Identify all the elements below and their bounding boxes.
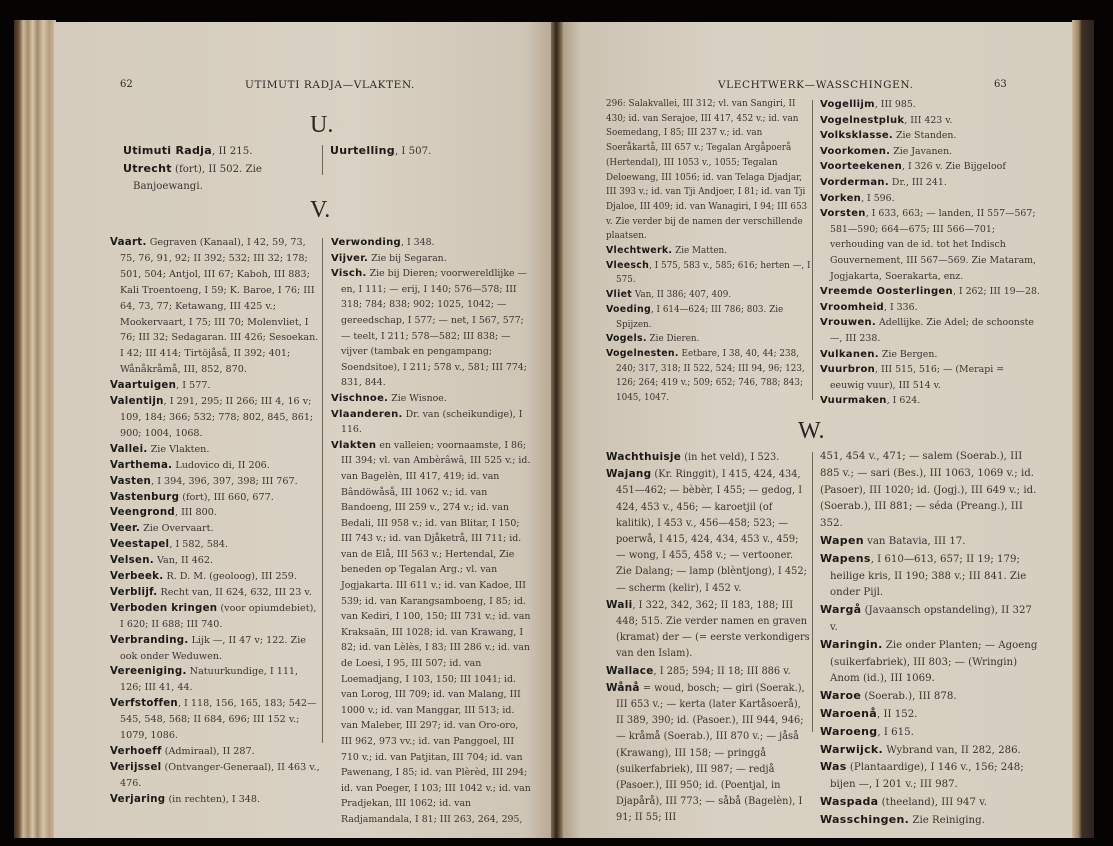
index-references: (in rechten), I 348.	[165, 793, 261, 805]
index-column-w-1	[606, 449, 811, 827]
index-headword: Vogellijm	[820, 99, 875, 110]
column-rule	[322, 238, 323, 743]
index-entry	[820, 742, 1040, 760]
index-entry	[606, 259, 811, 288]
index-references: (in het veld), I 523.	[681, 452, 780, 463]
index-entry	[820, 759, 1040, 794]
index-column-v-1	[110, 235, 321, 808]
index-references: (Admiraal), II 287.	[161, 746, 255, 757]
index-entry	[110, 442, 321, 458]
index-references: , I 577.	[176, 380, 211, 392]
index-entry	[110, 235, 321, 378]
index-headword: Voeding	[606, 303, 651, 315]
index-headword: Wargå	[820, 603, 862, 617]
index-entry	[606, 303, 811, 332]
index-entry	[123, 161, 323, 196]
index-entry	[820, 113, 1040, 129]
page-number-right: 63	[994, 79, 1007, 90]
index-references: (theeland), III 947 v.	[878, 796, 987, 808]
index-headword: Vuurbron	[820, 364, 876, 376]
index-references: 296: Salakvallei, III 312; vl. van Sangiri, II 430; id. van Serajoe, III 417, 452 v.; id. van Soemedang, I 85; III 237 v.; id. van Soeråkartå, III 657 v.; Tegalan Argåpoerå (Hertendal), III 1053 v., 1055; Tegalan Deloewang, III 1056; id. van Telaga Djadjar, III 393 v.; id. van Tji Andjoer, I 81; id. van Tji Djaloe, III 409; id. van Wanagiri, I 94; III 653 v. Zie verder bij de namen der verschillende plaatsen.	[606, 99, 808, 242]
index-entry	[820, 191, 1040, 207]
index-entry	[606, 347, 811, 406]
index-headword: Verbranding.	[110, 634, 189, 646]
index-references: , III 800.	[174, 507, 217, 519]
index-references: , I 326 v. Zie Bijgeloof	[902, 161, 1006, 173]
index-headword: Vischnoe.	[331, 392, 389, 404]
index-references: (fort), II 502. Zie Banjoewangi.	[133, 163, 262, 192]
index-headword: Vleesch	[606, 259, 650, 271]
index-entry	[820, 533, 1040, 551]
index-column-u-1	[123, 143, 323, 195]
index-headword: Vaart.	[110, 237, 147, 248]
index-entry	[331, 391, 531, 407]
index-headword: Vastenburg	[110, 491, 180, 503]
index-entry	[110, 490, 321, 506]
section-letter-u: U.	[310, 112, 334, 138]
index-headword: Utrecht	[123, 161, 172, 175]
index-entry	[110, 553, 321, 569]
index-entry	[820, 97, 1040, 113]
index-references: Zie Standen.	[893, 130, 957, 142]
index-headword: Verfstoffen	[110, 698, 178, 710]
index-headword: Veengrond	[110, 507, 175, 519]
index-headword: Wali	[606, 598, 633, 611]
index-references: Lijk —, II 47 v; 122. Zie ook onder Weduwen.	[120, 634, 306, 662]
index-entry	[331, 438, 531, 828]
index-headword: Verwonding	[331, 237, 401, 248]
index-references: = woud, bosch; — giri (Soerak.), III 653 v.; — kerta (later Kartåsoerå), II 389, 390; id. (Pasoer.), III 944, 946; — kråmå (Soerab.), III 870 v.; — jåså (Krawang), III 158; — pringgå (suikerfabriek), III 987; — redjå (Pasoer.), III 950; id. (Poentjal, in Djapårå), III 773; — såbå (Bagelèn), I 91; II 55; III	[616, 682, 805, 824]
index-headword: Visch.	[331, 268, 367, 280]
index-headword: Vorsten	[820, 208, 866, 220]
index-references: , I 262; III 19—28.	[952, 286, 1040, 298]
index-headword: Waroenå	[820, 706, 877, 720]
index-headword: Verboden kringen	[110, 602, 218, 614]
index-headword: Veer.	[110, 523, 141, 535]
index-headword: Wallace	[606, 664, 654, 677]
index-references: Recht van, II 624, 632, III 23 v.	[157, 586, 312, 598]
index-entry	[110, 378, 321, 394]
index-entry	[606, 466, 811, 597]
index-headword: Vreemde Oosterlingen	[820, 286, 953, 298]
index-headword: Verblijf.	[110, 586, 158, 598]
index-headword: Varthema.	[110, 459, 173, 471]
index-entry	[110, 569, 321, 585]
index-headword: Verjaring	[110, 793, 166, 805]
index-column-w-2	[820, 449, 1040, 830]
index-references: Zie Vlakten.	[147, 443, 210, 455]
index-references: Zie Wisnoe.	[388, 392, 447, 404]
index-references: , I 610—613, 657; II 19; 179; heilige kris, II 190; 388 v.; III 841. Zie onder Pijl.	[830, 553, 1027, 599]
index-headword: Wapen	[820, 533, 864, 547]
index-headword: Vorderman.	[820, 176, 889, 188]
index-references: Dr. van (scheikundige), I 116.	[341, 408, 523, 436]
column-rule	[812, 100, 813, 400]
index-references: Natuurkundige, I 111, 126; III 41, 44.	[120, 666, 299, 694]
index-headword: Veestapel	[110, 539, 170, 551]
index-references: , I 596.	[861, 192, 895, 204]
index-headword: Vorken	[820, 192, 862, 204]
index-headword: Vogelnesten.	[606, 347, 679, 359]
column-rule	[812, 452, 813, 732]
index-references: , I 394, 396, 397, 398; III 767.	[151, 475, 298, 487]
index-entry	[606, 663, 811, 680]
index-entry	[331, 266, 531, 391]
index-references: , I 348.	[401, 237, 435, 248]
index-references: Wybrand van, II 282, 286.	[883, 744, 1021, 756]
index-references: , II 152.	[876, 708, 918, 720]
index-headword: Wånå	[606, 681, 640, 694]
index-entry	[820, 602, 1040, 637]
index-references: (Kr. Ringgit), I 415, 424, 434, 451—462; — bèbèr, I 455; — gedog, I 424, 453 v., 456; — karoetjil (of kalitik), I 453 v., 456—458; 523; — poerwå, I 415, 424, 434, 453 v., 459; — wong, I 455, 458 v.; — vertooner. Zie Dalang; — lamp (blèntjong), I 452; — scherm (kelir), I 452 v.	[616, 469, 807, 594]
index-references: R. D. M. (geoloog), III 259.	[163, 571, 297, 583]
section-letter-v: V.	[310, 197, 331, 223]
index-entry	[820, 812, 1040, 830]
index-entry	[110, 474, 321, 490]
index-entry	[110, 760, 321, 792]
index-references: (Plantaardige), I 146 v., 156; 248; bijen —, I 201 v.; III 987.	[830, 762, 1024, 791]
index-entry	[820, 206, 1040, 284]
index-headword: Vijver.	[331, 252, 369, 264]
index-headword: Vuurmaken	[820, 395, 887, 407]
index-entry	[606, 97, 811, 244]
index-entry	[110, 633, 321, 665]
index-headword: Vaartuigen	[110, 380, 177, 392]
index-headword: Verijssel	[110, 761, 162, 773]
index-entry	[606, 449, 811, 466]
index-headword: Vogels.	[606, 333, 647, 345]
index-entry	[606, 597, 811, 663]
index-headword: Waringin.	[820, 637, 883, 651]
running-head-left: UTIMUTI RADJA—VLAKTEN.	[245, 79, 415, 91]
index-entry	[110, 744, 321, 760]
section-letter-w: W.	[798, 418, 825, 444]
index-references: (fort), III 660, 677.	[179, 491, 274, 503]
index-entry	[110, 458, 321, 474]
index-entry	[606, 288, 811, 303]
index-references: van Batavia, III 17.	[863, 535, 966, 547]
index-references: , I 633, 663; — landen, II 557—567; 581—590; 664—675; III 566—701; verhouding van de id. tot het Indisch Gouvernement, III 567—569. Zie Mataram, Jogjakarta, Soerakarta, enz.	[830, 208, 1037, 282]
index-references: , III 985.	[874, 99, 916, 110]
index-references: , I 285; 594; II 18; III 886 v.	[653, 665, 791, 677]
index-column-right-2	[820, 97, 1040, 409]
index-headword: Vasten	[110, 475, 152, 487]
index-references: , I 615.	[877, 726, 914, 738]
index-column-u-2	[330, 143, 520, 161]
index-headword: Wajang	[606, 468, 652, 481]
index-entry	[820, 347, 1040, 363]
index-headword: Waroeng	[820, 724, 878, 738]
index-references: Dr., III 241.	[888, 176, 947, 188]
index-references: , III 515, 516; — (Merapi = eeuwig vuur), III 514 v.	[830, 364, 1005, 391]
index-entry	[820, 637, 1040, 688]
book-page-edges-left	[14, 20, 56, 838]
index-headword: Vlakten	[331, 439, 377, 451]
index-entry	[110, 664, 321, 696]
index-entry	[820, 724, 1040, 742]
index-column-v-2	[331, 235, 531, 828]
index-references: , I 575, 583 v., 585; 616; herten —, I 575.	[616, 260, 811, 286]
index-entry	[820, 144, 1040, 160]
index-entry	[110, 601, 321, 633]
index-headword: Vroomheid	[820, 301, 885, 313]
index-references: en valleien; voornaamste, I 86; III 394; vl. van Ambèrâwâ, III 525 v.; id. van Bagelèn, III 417, 419; id. van Bândöwåså, III 1062 v.; id. van Bandoeng, III 259 v., 274 v.; id. van Bedali, III 958 v.; id. van Blitar, I 150; III 743 v.; id. van Djåketrå, III 711; id. van de Elå, III 563 v.; Hertendal, Zie beneden op Tegalan Arg.; vl. van Jogjakarta. III 611 v.; id. van Kadoe, III 539; id. van Karangsamboeng, I 85; id. van Kediri, I 100, 150; III 731 v.; id. van Kraksaän, III 1028; id. van Krawang, I 82; id. van Lèlès, I 83; III 286 v.; id. van de Loesi, I 95, III 507; id. van Loemadjang, I 103, 150; III 1041; id. van Lorog, III 709; id. van Malang, III 1000 v.; id. van Manggar, III 513; id. van Maleber, III 297; id. van Oro-oro, III 962, 973 vv.; id. van Panggoel, III 710 v.; id. van Patjitan, III 704; id. van Pawenang, I 85; id. van Plèrèd, III 294; id. van Poeger, I 103; III 1042 v.; id. van Pradjekan, III 1062; id. van Radjamandala, I 81; III 263, 264, 295,	[341, 439, 531, 825]
index-references: , I 614—624; III 786; 803. Zie Spijzen.	[616, 304, 784, 330]
index-entry	[820, 284, 1040, 300]
index-headword: Voorteekenen	[820, 161, 902, 173]
index-entry	[820, 175, 1040, 191]
index-entry	[123, 143, 323, 161]
index-references: Zie bij Segaran.	[368, 252, 447, 264]
book-cover-edge-right	[1072, 20, 1094, 838]
index-references: (Ontvanger-Generaal), II 463 v., 476.	[120, 761, 320, 789]
index-entry	[330, 143, 520, 161]
index-entry	[820, 128, 1040, 144]
index-headword: Vallei.	[110, 443, 148, 455]
index-headword: Warwijck.	[820, 742, 884, 756]
index-references: , I 582, 584.	[169, 539, 229, 551]
book-gutter	[551, 22, 563, 838]
index-headword: Vrouwen.	[820, 317, 876, 329]
index-headword: Vereeniging.	[110, 666, 187, 678]
index-entry	[820, 706, 1040, 724]
index-headword: Waspada	[820, 794, 879, 808]
index-entry	[110, 505, 321, 521]
index-references: Zie Matten.	[672, 246, 727, 257]
index-entry	[820, 794, 1040, 812]
index-references: , I 336.	[884, 301, 918, 313]
index-headword: Vliet	[606, 289, 633, 301]
index-headword: Was	[820, 760, 847, 774]
index-headword: Voorkomen.	[820, 145, 891, 157]
index-references: Adellijke. Zie Adel; de schoonste —, III 238.	[830, 317, 1034, 344]
index-references: , I 624.	[886, 395, 921, 407]
index-headword: Valentijn	[110, 396, 164, 408]
index-references: , III 423 v.	[904, 114, 953, 126]
index-references: (voor opiumdebiet), I 620; II 688; III 740.	[120, 602, 317, 630]
index-references: Zie Overvaart.	[140, 523, 214, 535]
index-references: (Soerab.), III 878.	[861, 691, 957, 703]
index-references: Zie Reiniging.	[909, 814, 985, 826]
index-headword: Velsen.	[110, 555, 154, 567]
index-headword: Waroe	[820, 689, 862, 703]
index-references: Van, II 462.	[153, 555, 214, 567]
index-references: Zie onder Planten; — Agoeng (suikerfabriek), III 803; — (Wringin) Anom (id.), III 1069.	[830, 639, 1038, 685]
index-references: Zie Bergen.	[878, 348, 938, 360]
index-entry	[820, 551, 1040, 602]
index-entry	[331, 407, 531, 438]
index-headword: Verbeek.	[110, 571, 164, 583]
index-headword: Vlaanderen.	[331, 408, 403, 420]
index-headword: Uurtelling	[330, 144, 395, 157]
index-references: , II 215.	[211, 146, 253, 157]
index-entry	[606, 244, 811, 259]
index-headword: Utimuti Radja	[123, 144, 212, 157]
index-entry	[110, 585, 321, 601]
index-headword: Wapens	[820, 551, 871, 565]
index-references: 451, 454 v., 471; — salem (Soerab.), III 885 v.; — sari (Bes.), III 1063, 1069 v.; id. (Pasoer), III 1020; id. (Jogj.), III 649 v.; id. (Soerab.), III 881; — séda (Preang.), III 352.	[820, 451, 1037, 530]
index-entry	[110, 792, 321, 808]
index-references: , I 118, 156, 165, 183; 542—545, 548, 568; II 684, 696; III 152 v.; 1079, 1086.	[120, 698, 317, 742]
index-entry	[331, 251, 531, 267]
index-entry	[820, 159, 1040, 175]
index-headword: Vogelnestpluk	[820, 114, 905, 126]
index-entry	[820, 688, 1040, 706]
index-references: Zie Javanen.	[890, 145, 953, 157]
index-headword: Vlechtwerk.	[606, 245, 673, 257]
index-entry	[110, 394, 321, 442]
index-headword: Volksklasse.	[820, 130, 894, 142]
index-references: (Javaansch opstandeling), II 327 v.	[830, 605, 1032, 633]
index-column-right-1	[606, 97, 811, 406]
index-entry	[820, 449, 1040, 533]
index-entry	[110, 537, 321, 553]
index-entry	[331, 235, 531, 251]
index-references: Zie bij Dieren; voorwereldlijke — en, I 111; — erij, I 140; 576—578; III 318; 784; 838; 902; 1025, 1042; — gereedschap, I 577; — net, I 567, 577; — teelt, I 211; 578—582; III 838; — vijver (tambak en pengampang; Soendsitoe), I 211; 578 v., 581; III 774; 831, 844.	[341, 268, 527, 389]
index-headword: Wasschingen.	[820, 812, 910, 826]
index-entry	[606, 332, 811, 347]
index-references: Ludovico di, II 206.	[172, 459, 270, 471]
index-references: Zie Dieren.	[646, 334, 700, 345]
index-headword: Vulkanen.	[820, 348, 879, 360]
index-entry	[820, 300, 1040, 316]
index-entry	[820, 315, 1040, 346]
index-entry	[110, 521, 321, 537]
column-rule	[322, 145, 323, 175]
index-references: Gegraven (Kanaal), I 42, 59, 73, 75, 76, 91, 92; II 392; 532; III 32; 178; 501, 504; Antjol, III 67; Kaboh, III 883; Kali Troentoeng, I 59; K. Baroe, I 76; III 64, 73, 77; Ketawang, III 425 v.; Mookervaart, I 75; III 70; Molenvliet, I 76; III 32; Sedagaran. III 426; Sesoekan. I 42; III 414; Tirtöjåså, II 392; 401; Wånåkråmå, III, 852, 870.	[120, 237, 319, 376]
index-references: Eetbare, I 38, 40, 44; 238, 240; 317, 318; II 522, 524; III 94, 96; 123, 126; 264; 419 v.; 509; 652; 746, 788; 843; 1045, 1047.	[616, 348, 805, 404]
index-references: , I 322, 342, 362; II 183, 188; III 448; 515. Zie verder namen en graven (kramat) der — (= eerste verkondigers van den Islam).	[616, 599, 810, 660]
index-entry	[110, 696, 321, 744]
index-references: Van, II 386; 407, 409.	[632, 290, 732, 301]
index-references: , I 507.	[394, 146, 432, 157]
running-head-right: VLECHTWERK—WASSCHINGEN.	[718, 79, 914, 91]
page-number-left: 62	[120, 79, 133, 90]
index-entry	[820, 362, 1040, 393]
index-entry	[606, 680, 811, 827]
index-headword: Wachthuisje	[606, 451, 682, 463]
index-headword: Verhoeff	[110, 746, 162, 757]
index-entry	[820, 393, 1040, 409]
index-references: , I 291, 295; II 266; III 4, 16 v; 109, 184; 366; 532; 778; 802, 845, 861; 900; 1004, 1068.	[120, 396, 314, 439]
